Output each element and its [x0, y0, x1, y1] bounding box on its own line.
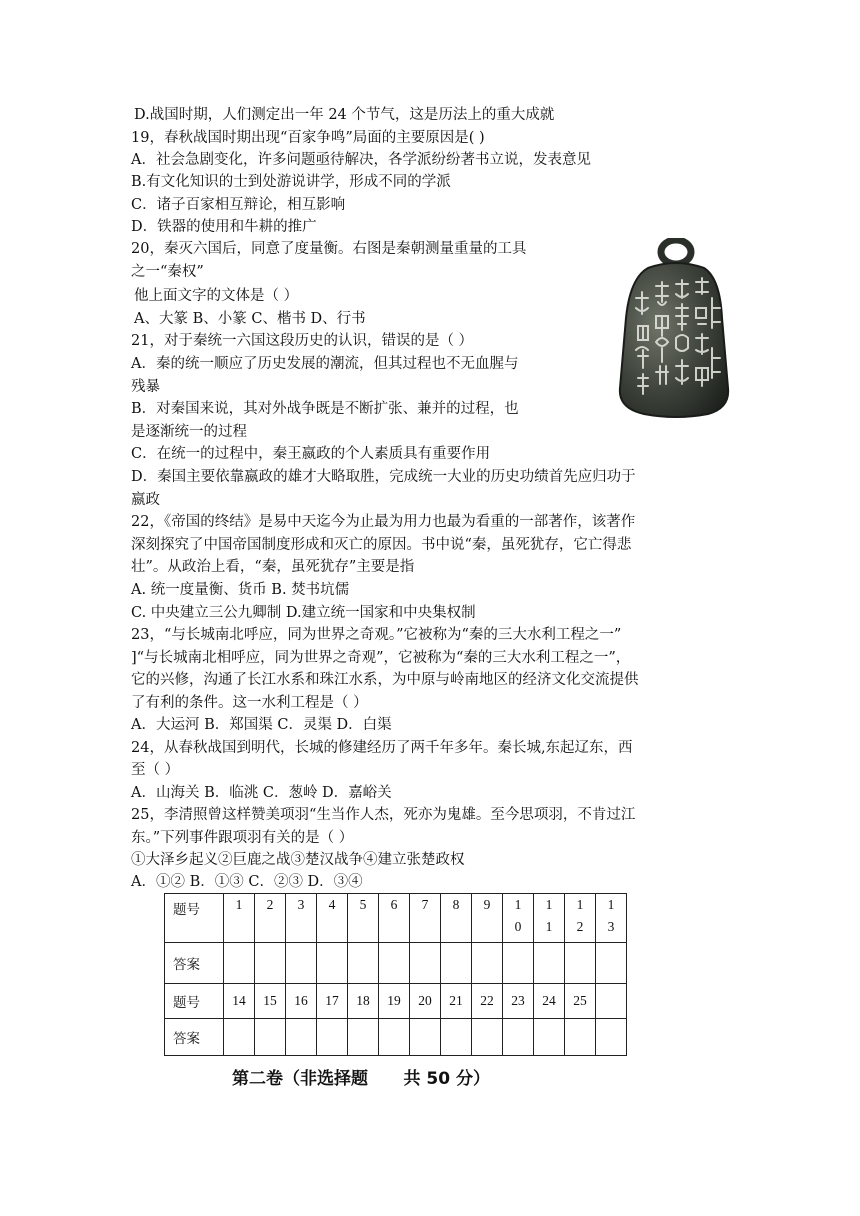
option-line: B.有文化知识的士到处游说讲学，形成不同的学派 — [131, 174, 451, 190]
option-line: A．秦的统一顺应了历史发展的潮流，但其过程也不无血腥与 — [131, 356, 519, 372]
option-line: C．诸子百家相互辩论，相互影响 — [131, 197, 346, 213]
answer-cell[interactable] — [596, 943, 627, 984]
question-number: 4 — [328, 897, 336, 912]
qin-weight-image — [608, 238, 738, 420]
option-line: 是逐渐统一的过程 — [131, 424, 247, 440]
question-number-cell — [441, 894, 472, 943]
answer-cell[interactable] — [379, 943, 410, 984]
answer-cell[interactable] — [348, 1019, 379, 1056]
question-number: 18 — [348, 984, 379, 1019]
answer-cell[interactable] — [348, 943, 379, 984]
answer-cell[interactable] — [410, 943, 441, 984]
table-row — [165, 943, 627, 984]
answer-cell[interactable] — [286, 943, 317, 984]
question-text: 之一“秦权” — [131, 264, 204, 280]
question-19: 19，春秋战国时期出现“百家争鸣”局面的主要原因是( ) — [131, 130, 485, 146]
question-number-cell — [410, 894, 441, 943]
question-number-cell — [379, 894, 410, 943]
question-number: 8 — [452, 897, 460, 912]
question-text: 它的兴修，沟通了长江水系和珠江水系，为中原与岭南地区的经济文化交流提供 — [131, 672, 639, 688]
table-row — [165, 984, 627, 1019]
answer-cell[interactable] — [286, 1019, 317, 1056]
option-line: 嬴政 — [131, 492, 160, 508]
row-header-label: 题号 — [173, 902, 200, 917]
row-header: 题号 — [165, 984, 224, 1019]
question-number: 14 — [224, 984, 255, 1019]
question-number: 25 — [565, 984, 596, 1019]
question-number: 2 — [266, 897, 274, 912]
question-number-cell — [224, 894, 255, 943]
answer-cell[interactable] — [534, 943, 565, 984]
answer-cell[interactable] — [410, 1019, 441, 1056]
option-line: C. 中央建立三公九卿制 D.建立统一国家和中央集权制 — [131, 605, 476, 621]
question-23: 23，“与长城南北呼应，同为世界之奇观。”它被称为“秦的三大水利工程之一” — [131, 627, 622, 643]
question-text: 他上面文字的文体是（ ） — [134, 288, 299, 304]
answer-cell[interactable] — [503, 943, 534, 984]
answer-cell[interactable] — [441, 943, 472, 984]
question-number: 24 — [534, 984, 565, 1019]
section-title: 第二卷（非选择题 共 50 分） — [232, 1069, 491, 1089]
question-number: 1 — [576, 897, 584, 912]
question-number: 23 — [503, 984, 534, 1019]
question-number: 1 — [607, 897, 615, 912]
question-text: 壮”。从政治上看，“秦，虽死犹存”主要是指 — [131, 559, 415, 575]
row-header — [165, 894, 224, 943]
answer-cell[interactable] — [565, 1019, 596, 1056]
question-number: 16 — [286, 984, 317, 1019]
question-number-cell — [472, 894, 503, 943]
question-number: 1 — [514, 897, 522, 912]
answer-cell[interactable] — [534, 1019, 565, 1056]
question-number: 3 — [607, 919, 615, 934]
option-line: D.战国时期，人们测定出一年 24 个节气，这是历法上的重大成就 — [134, 107, 555, 123]
question-number: 5 — [359, 897, 367, 912]
question-text: 东。”下列事件跟项羽有关的是（ ） — [131, 830, 354, 846]
question-number: 22 — [472, 984, 503, 1019]
answer-cell[interactable] — [317, 943, 348, 984]
option-line: A．山海关 B．临洮 C．葱岭 D．嘉峪关 — [131, 785, 392, 801]
option-line: 残暴 — [131, 379, 160, 395]
option-line: A. 统一度量衡、货币 B. 焚书坑儒 — [131, 582, 350, 598]
question-number: 1 — [545, 919, 553, 934]
question-number: 6 — [390, 897, 398, 912]
question-25: 25，李清照曾这样赞美项羽“生当作人杰，死亦为鬼雄。至今思项羽，不肯过江 — [131, 807, 636, 823]
answer-cell[interactable] — [472, 1019, 503, 1056]
question-text: 了有利的条件。这一水利工程是（ ） — [131, 695, 368, 711]
question-number: 17 — [317, 984, 348, 1019]
question-20: 20，秦灭六国后，同意了度量衡。右图是秦朝测量重量的工具 — [131, 241, 527, 257]
table-row — [165, 1019, 627, 1056]
question-22: 22，《帝国的终结》是易中天迄今为止最为用力也最为看重的一部著作，该著作 — [131, 514, 636, 530]
answer-cell[interactable] — [255, 1019, 286, 1056]
question-number: 1 — [545, 897, 553, 912]
question-number-cell — [317, 894, 348, 943]
option-line: A．社会急剧变化，许多问题亟待解决，各学派纷纷著书立说，发表意见 — [131, 152, 591, 168]
question-number-cell — [534, 894, 565, 943]
question-number-cell — [348, 894, 379, 943]
question-number: 3 — [297, 897, 305, 912]
question-21: 21，对于秦统一六国这段历史的认识，错误的是（ ） — [131, 333, 474, 349]
answer-cell[interactable] — [224, 1019, 255, 1056]
question-number-cell — [565, 894, 596, 943]
question-number: 2 — [576, 919, 584, 934]
question-number-cell — [255, 894, 286, 943]
question-number: 9 — [483, 897, 491, 912]
question-text: ]“与长城南北相呼应，同为世界之奇观”，它被称为“秦的三大水利工程之一”， — [131, 650, 631, 666]
question-number: 1 — [235, 897, 243, 912]
answer-cell[interactable] — [317, 1019, 348, 1056]
answer-cell[interactable] — [441, 1019, 472, 1056]
question-number: 7 — [421, 897, 429, 912]
row-header: 答案 — [165, 1019, 224, 1056]
option-line: A、大篆 B、小篆 C、楷书 D、行书 — [134, 311, 366, 327]
option-line: D．铁器的使用和牛耕的推广 — [131, 219, 317, 235]
question-number-cell — [286, 894, 317, 943]
question-number: 15 — [255, 984, 286, 1019]
question-number: 0 — [514, 919, 522, 934]
question-24: 24，从春秋战国到明代，长城的修建经历了两千年多年。秦长城,东起辽东，西 — [131, 740, 633, 756]
question-number: 20 — [410, 984, 441, 1019]
question-text: 至（ ） — [131, 762, 180, 778]
answer-cell[interactable] — [379, 1019, 410, 1056]
question-number: 21 — [441, 984, 472, 1019]
option-line: C．在统一的过程中，秦王嬴政的个人素质具有重要作用 — [131, 446, 491, 462]
option-line: D．秦国主要依靠嬴政的雄才大略取胜，完成统一大业的历史功绩首先应归功于 — [131, 469, 636, 485]
question-number: 19 — [379, 984, 410, 1019]
answer-cell[interactable] — [255, 943, 286, 984]
empty-cell — [596, 984, 627, 1019]
answer-cell[interactable] — [565, 943, 596, 984]
question-number-cell — [503, 894, 534, 943]
answer-cell[interactable] — [224, 943, 255, 984]
row-header: 答案 — [165, 943, 224, 984]
question-text: 深刻探究了中国帝国制度形成和灭亡的原因。书中说“秦，虽死犹存，它亡得悲 — [131, 537, 632, 553]
answer-cell[interactable] — [596, 1019, 627, 1056]
answer-cell[interactable] — [503, 1019, 534, 1056]
option-line: A．大运河 B．郑国渠 C．灵渠 D．白渠 — [131, 717, 392, 733]
option-line: B．对秦国来说，其对外战争既是不断扩张、兼并的过程，也 — [131, 401, 519, 417]
answer-grid — [164, 893, 627, 1056]
table-row — [165, 894, 627, 943]
question-number-cell — [596, 894, 627, 943]
option-line: A．①② B．①③ C．②③ D．③④ — [131, 874, 363, 890]
answer-cell[interactable] — [472, 943, 503, 984]
question-text: ①大泽乡起义②巨鹿之战③楚汉战争④建立张楚政权 — [131, 852, 465, 868]
